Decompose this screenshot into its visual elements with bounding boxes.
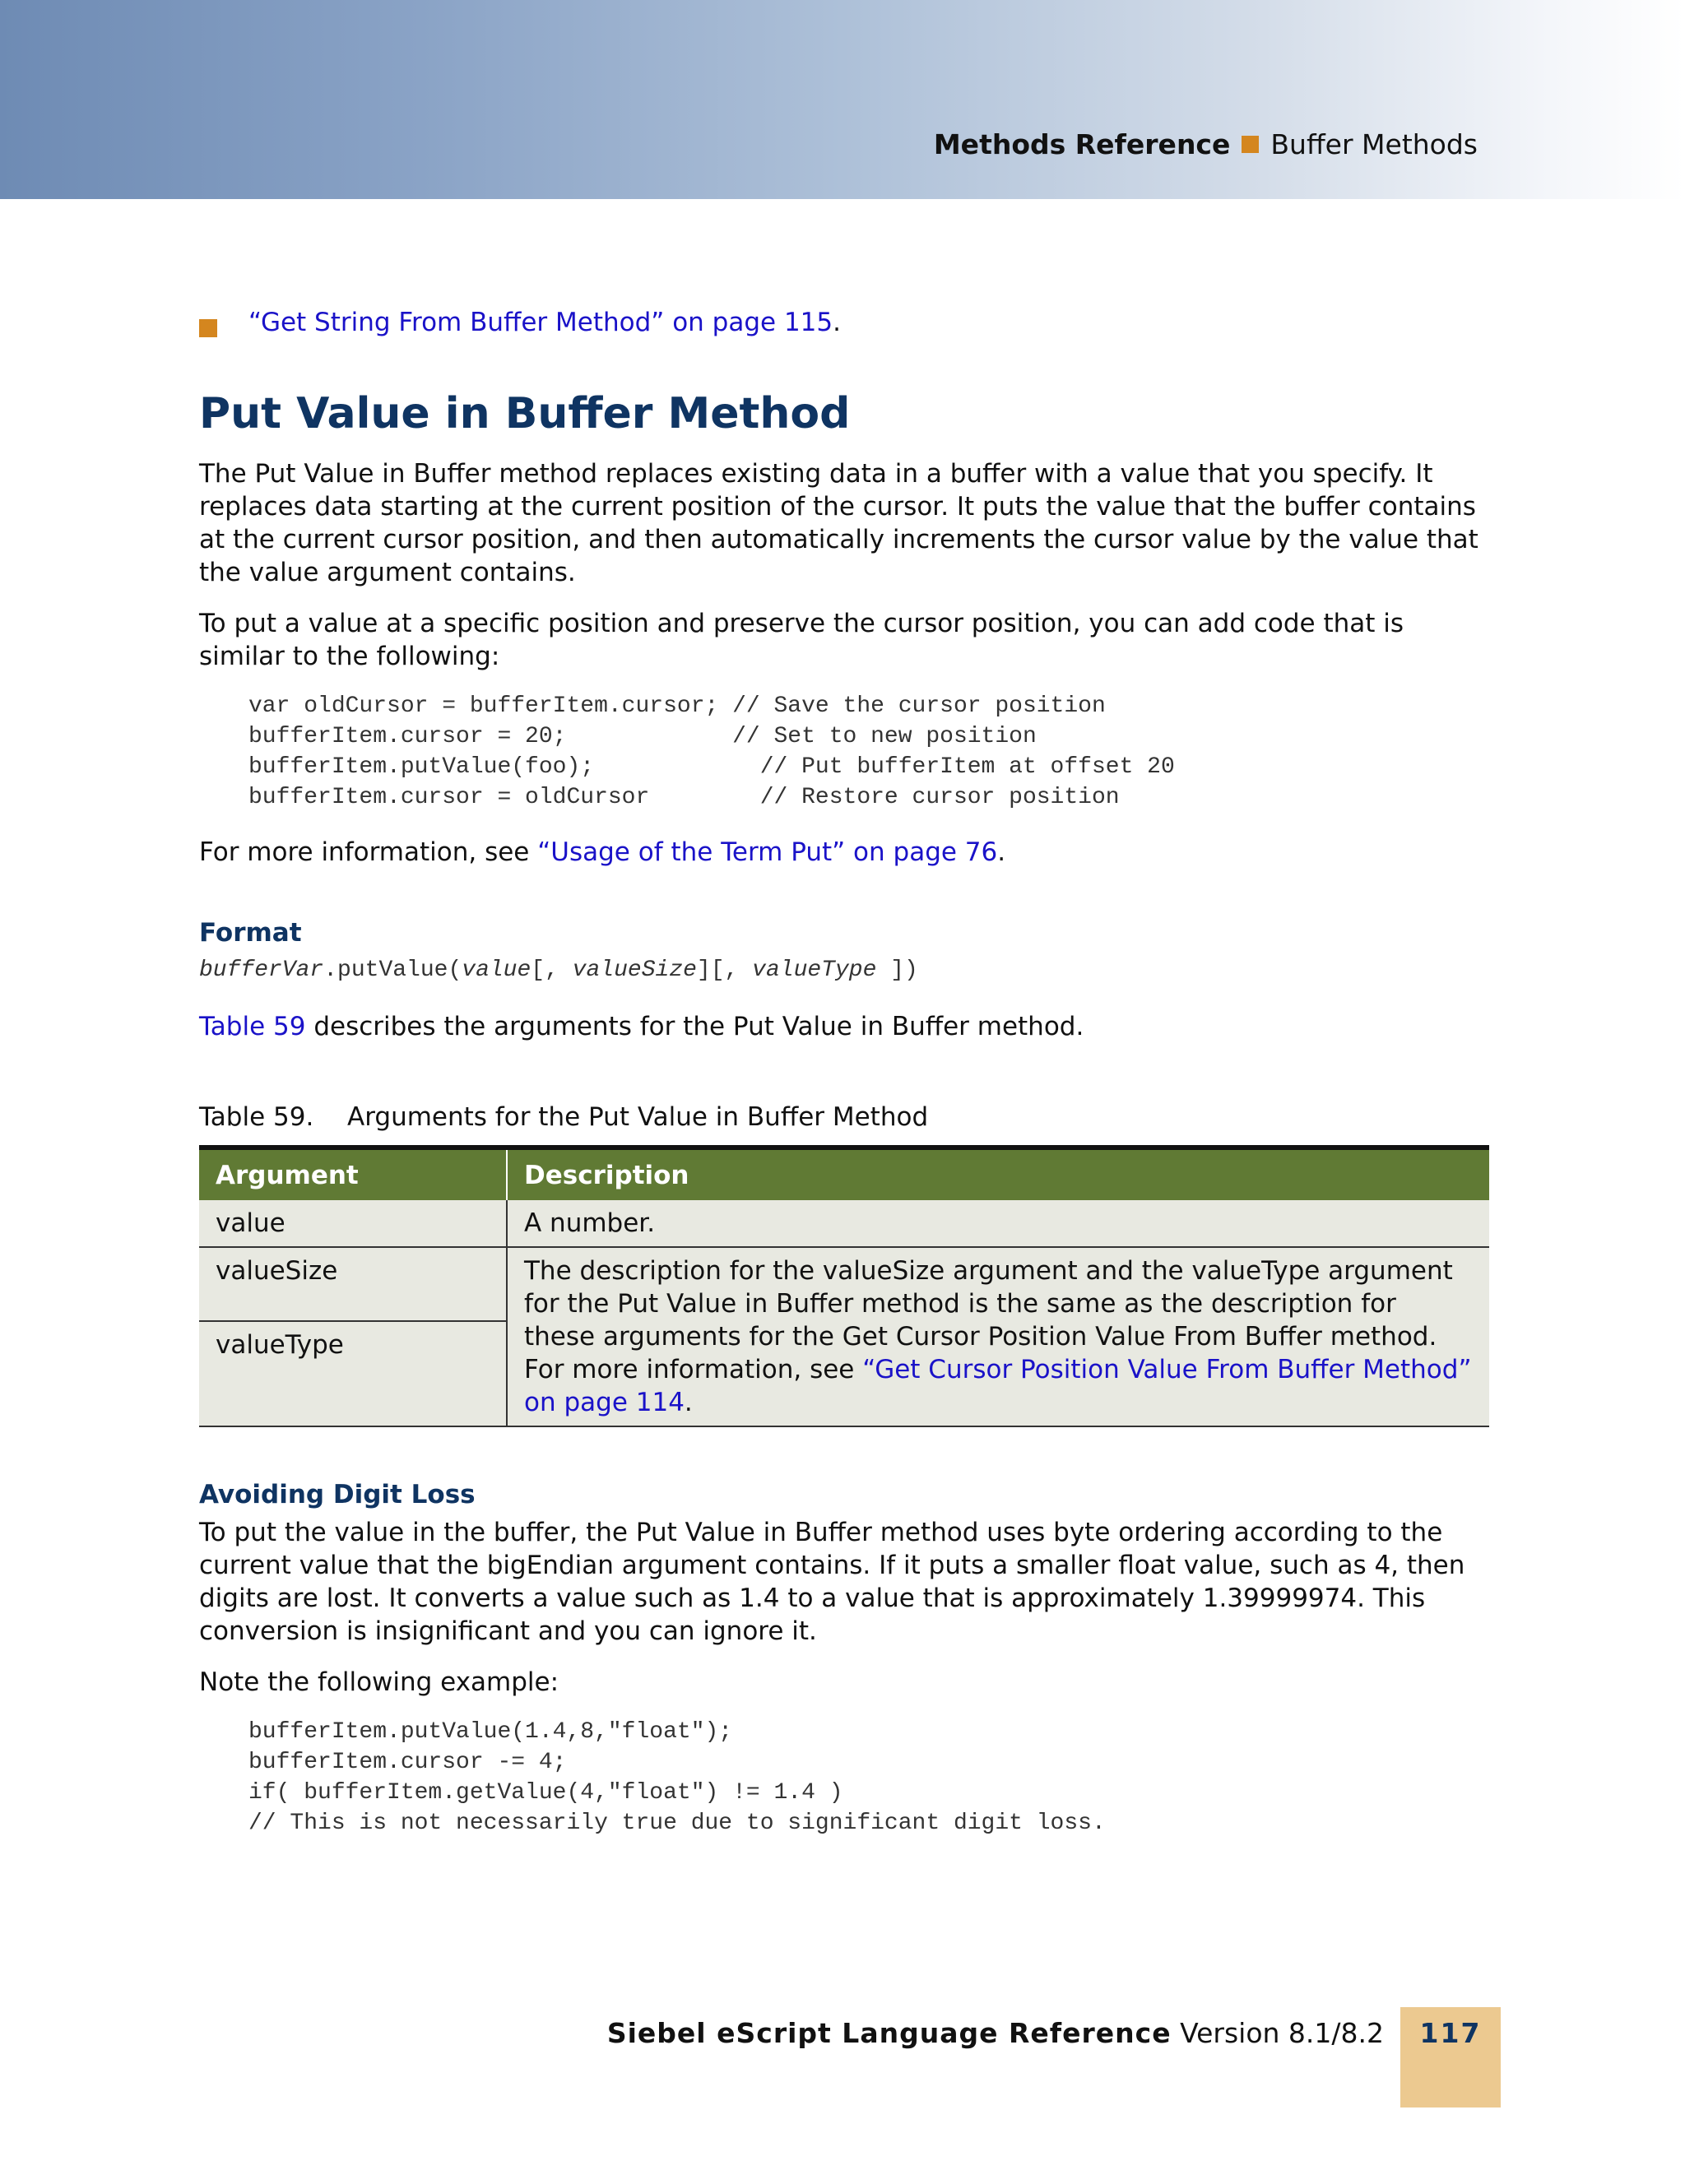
- table-row: [199, 1247, 1489, 1321]
- shared-description-cell: [507, 1247, 1489, 1426]
- shared-description-text: The description for the valueSize argument and the valueType argument for the Put Value in Buffer method is the same as the description for these arguments for the Get Cursor Position Value From Buffer method. For more information, see: [524, 1256, 1453, 1385]
- table-reference-paragraph: [199, 1010, 1491, 1043]
- get-cursor-position-link[interactable]: “Get Cursor Position Value From Buffer Method” on page 114: [524, 1355, 1472, 1418]
- list-item: [199, 306, 1491, 341]
- more-info-paragraph: [199, 836, 1491, 869]
- avoiding-digit-loss-heading: Avoiding Digit Loss: [199, 1480, 476, 1510]
- format-syntax: [199, 954, 1491, 987]
- preserve-paragraph: To put a value at a specific position and preserve the cursor position, you can add code that is similar to the following:: [199, 609, 1404, 672]
- table-header-description: Description: [507, 1148, 1489, 1200]
- table-ref-text: describes the arguments for the Put Value in Buffer method.: [305, 1012, 1084, 1042]
- square-bullet-icon: [199, 319, 217, 337]
- avoiding-paragraph: To put the value in the buffer, the Put Value in Buffer method uses byte ordering according to the current value that the bigEndian argument contains. If it puts a smaller float value, such as 4, then digits are lost. It converts a value such as 1.4 to a value that is approximately 1.39999974. This conversion is insignificant and you can ignore it.: [199, 1518, 1465, 1647]
- intro-paragraph: The Put Value in Buffer method replaces existing data in a buffer with a value that you specify. It replaces data starting at the current position of the cursor. It puts the value that the buffer contains at the current cursor position, and then automatically increments the cursor value by the value that the value argument contains.: [199, 459, 1478, 588]
- more-info-suffix: .: [997, 837, 1006, 868]
- table-59-link[interactable]: Table 59: [199, 1012, 306, 1042]
- table-caption-number: Table 59.: [199, 1102, 314, 1133]
- note-paragraph: Note the following example:: [199, 1667, 559, 1698]
- footer-title-bold: Siebel eScript Language Reference: [606, 2017, 1172, 2049]
- header-banner: [0, 0, 1685, 199]
- arguments-table: [199, 1145, 1489, 1427]
- syntax-value: value: [462, 958, 531, 984]
- syntax-close: ]): [876, 958, 918, 984]
- argument-cell: value: [199, 1200, 507, 1247]
- page-number: 117: [1419, 2017, 1482, 2049]
- get-string-link[interactable]: “Get String From Buffer Method” on page 115: [248, 308, 833, 337]
- running-head-subsection: Buffer Methods: [1270, 128, 1478, 160]
- table-header-argument: Argument: [199, 1148, 507, 1200]
- syntax-method: .putValue(: [323, 958, 462, 984]
- table-caption-title: Arguments for the Put Value in Buffer Method: [347, 1102, 929, 1133]
- shared-description-suffix: .: [684, 1388, 693, 1418]
- argument-cell: valueType: [199, 1321, 507, 1426]
- syntax-buffervar: bufferVar: [199, 958, 324, 984]
- running-head-section: Methods Reference: [933, 128, 1231, 160]
- syntax-valuetype: valueType: [752, 958, 877, 984]
- footer-version: Version 8.1/8.2: [1180, 2017, 1384, 2049]
- table-caption: [199, 1101, 1491, 1134]
- format-heading: Format: [199, 918, 302, 948]
- syntax-sep1: [,: [531, 958, 573, 984]
- argument-cell: valueSize: [199, 1247, 507, 1321]
- table-row: [199, 1200, 1489, 1247]
- footer-book-title: [607, 2017, 1384, 2049]
- page-title: Put Value in Buffer Method: [199, 388, 851, 438]
- running-head: [934, 128, 1478, 160]
- square-bullet-icon: [1242, 136, 1259, 153]
- code-block-cursor: var oldCursor = bufferItem.cursor; // Save the cursor position bufferItem.cursor = 20; // Set to new position bufferItem.putValue(foo); // Put bufferItem at offset 20 bufferItem.cursor = oldCursor // Restore cursor position: [248, 693, 1175, 811]
- page-content: [199, 306, 1491, 1862]
- syntax-sep2: ][,: [696, 958, 753, 984]
- more-info-prefix: For more information, see: [199, 837, 538, 868]
- usage-term-put-link[interactable]: “Usage of the Term Put” on page 76: [537, 837, 998, 868]
- bullet-suffix: .: [833, 308, 841, 337]
- code-block-float: bufferItem.putValue(1.4,8,"float"); bufferItem.cursor -= 4; if( bufferItem.getValue(4,"float") != 1.4 ) // This is not necessarily true due to significant digit loss.: [248, 1719, 1106, 1837]
- description-cell: A number.: [507, 1200, 1489, 1247]
- syntax-valuesize: valueSize: [572, 958, 697, 984]
